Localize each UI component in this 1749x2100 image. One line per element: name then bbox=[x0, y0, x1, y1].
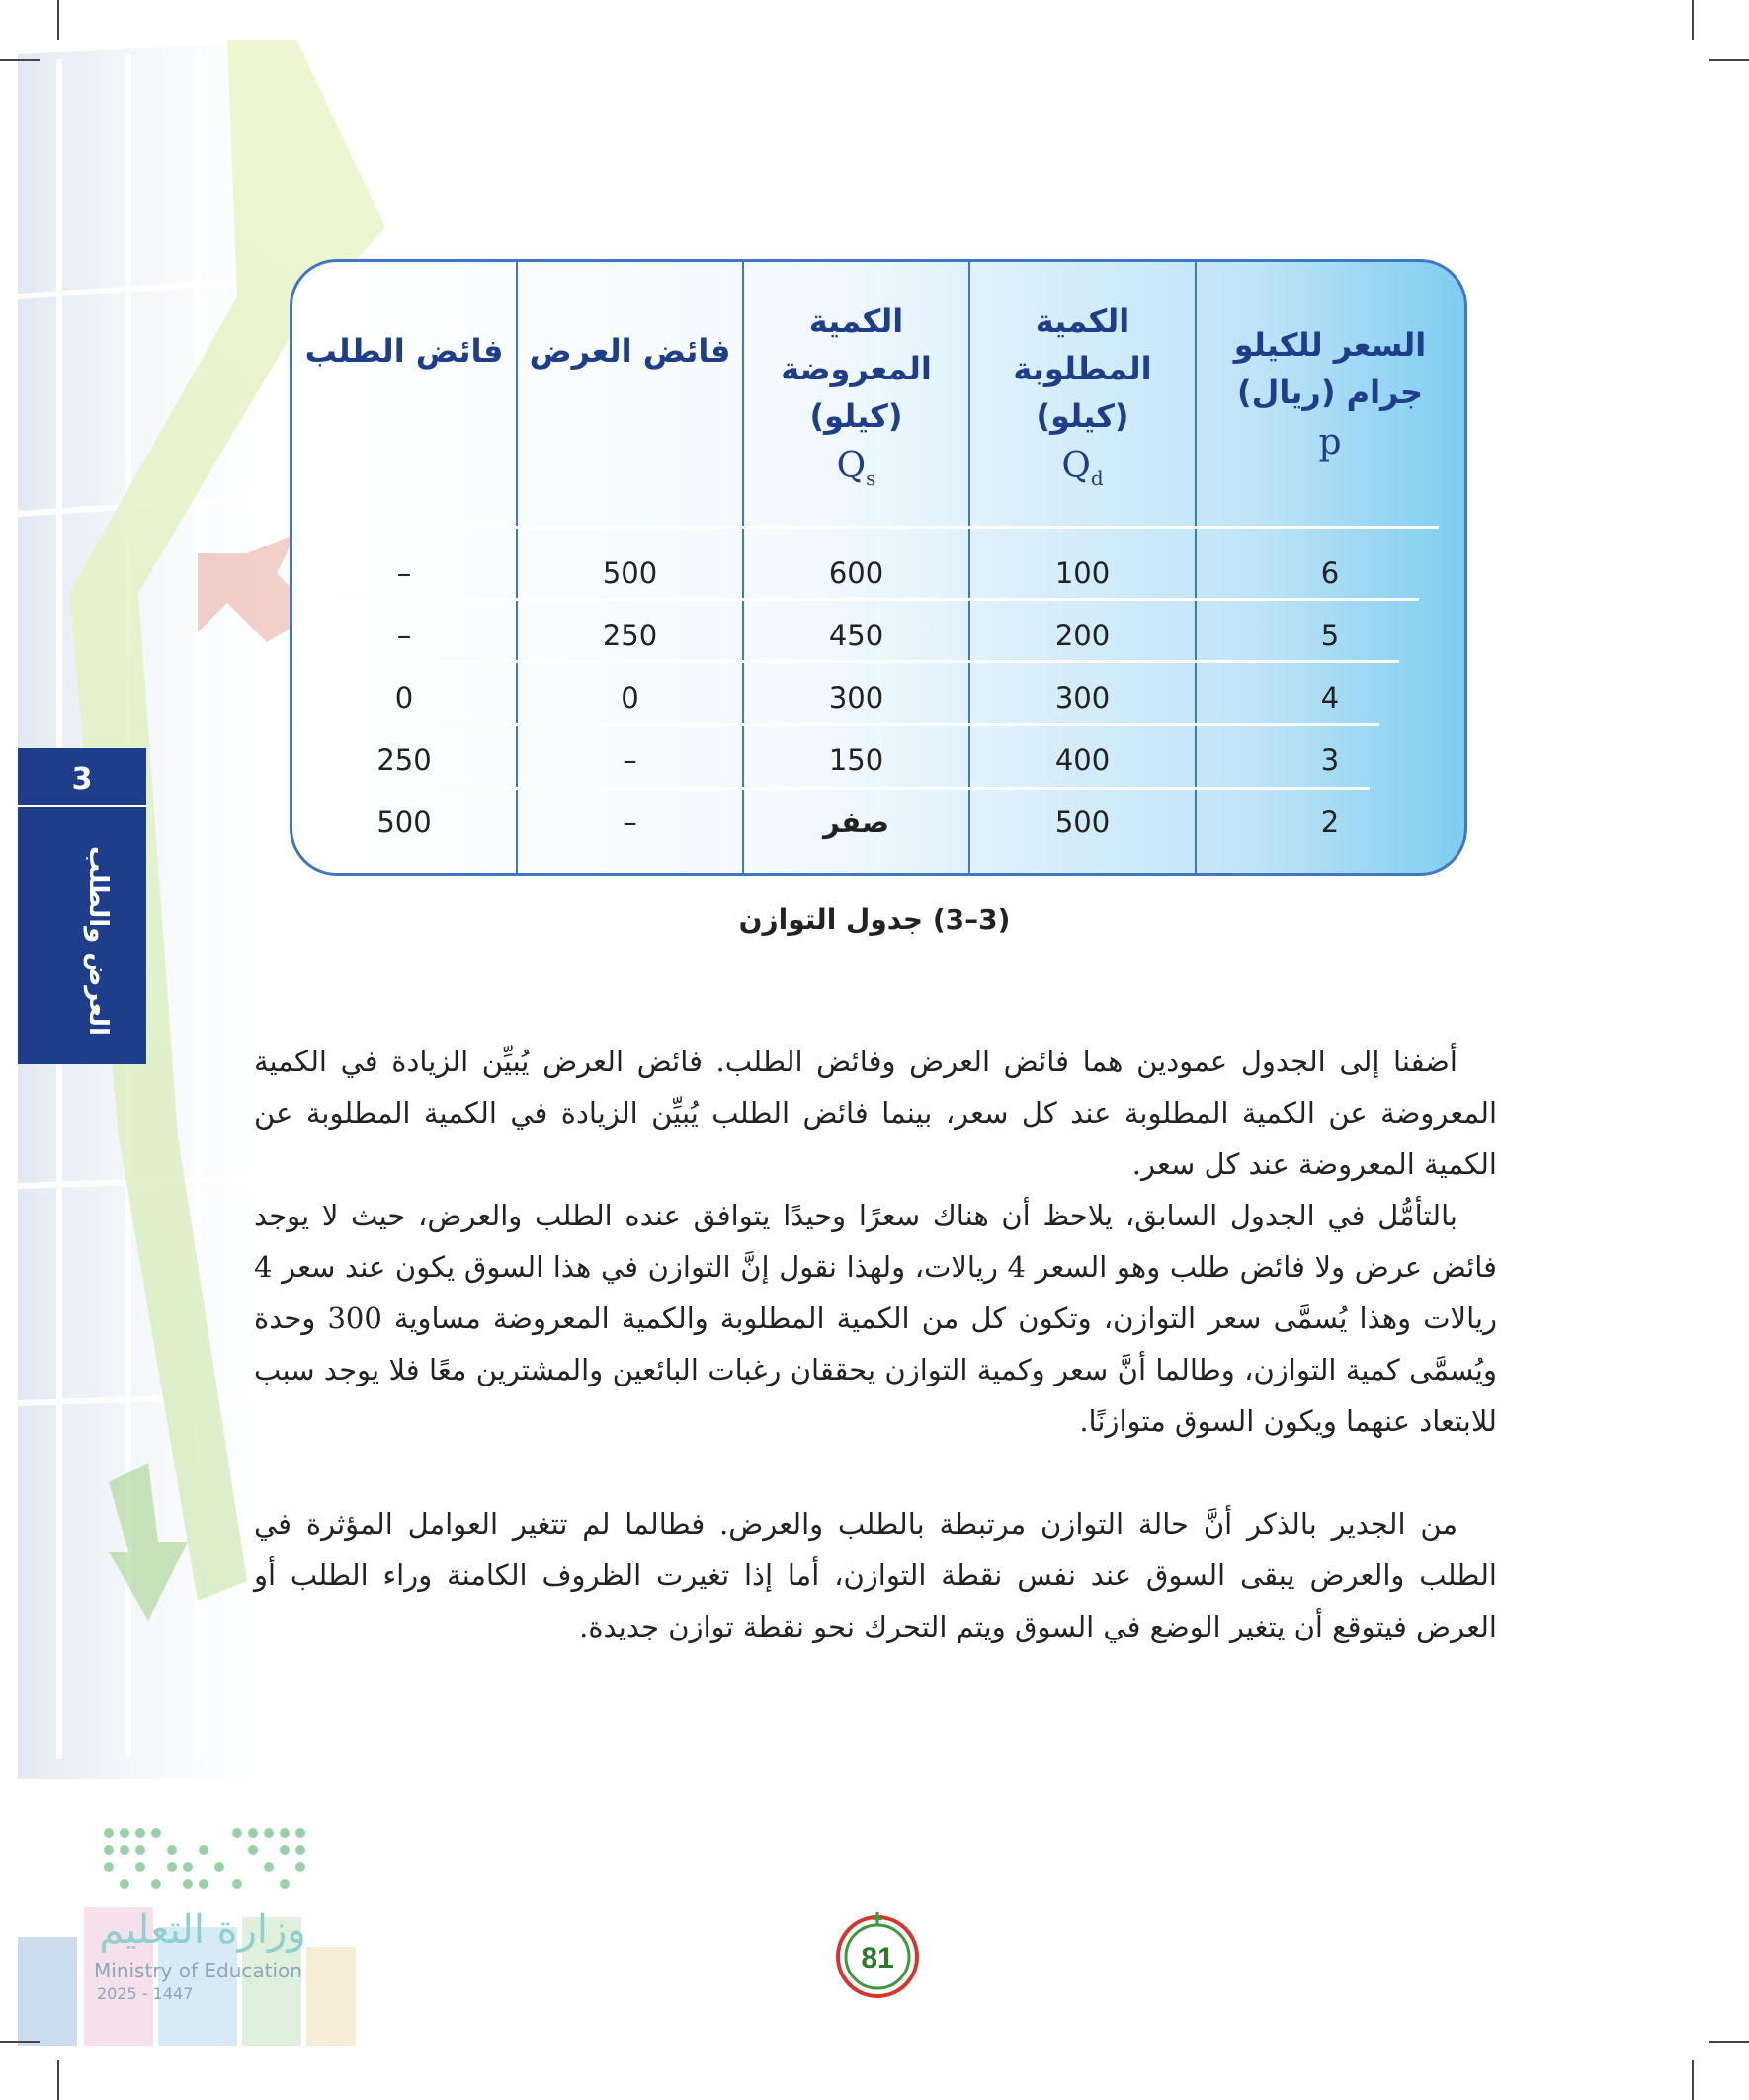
header-demand-surplus-label: فائض الطلب bbox=[304, 332, 504, 370]
header-supply-surplus bbox=[518, 272, 742, 430]
ministry-logo-year: 2025 - 1447 bbox=[97, 1984, 194, 2003]
table-cell: 450 bbox=[828, 619, 884, 652]
header-price-symbol bbox=[1318, 416, 1341, 469]
header-price-line-2: جرام (ريال) bbox=[1237, 374, 1423, 411]
crop-mark bbox=[57, 0, 59, 40]
table-cell: 600 bbox=[828, 556, 884, 590]
chapter-title: العرض والطلب bbox=[83, 846, 113, 1036]
ministry-logo-arabic: وزارة التعليم bbox=[99, 1907, 306, 1953]
header-demand-surplus bbox=[292, 272, 516, 430]
paragraph bbox=[254, 1190, 1497, 1447]
header-qd-line-3: (كيلو) bbox=[1036, 396, 1129, 435]
table-cell: صفر bbox=[823, 805, 889, 839]
table-cell: – bbox=[623, 805, 637, 839]
table-cell: 250 bbox=[602, 619, 658, 652]
header-quantity-supplied bbox=[744, 272, 968, 519]
qd-symbol: Q bbox=[1061, 445, 1091, 486]
header-price-line-1: السعر للكيلو bbox=[1233, 326, 1427, 364]
table-cell: 4 bbox=[1320, 681, 1340, 714]
table-cell: 500 bbox=[1054, 805, 1111, 839]
table-cell: 150 bbox=[828, 743, 884, 777]
header-qs-symbol bbox=[837, 440, 876, 493]
table-cell: 6 bbox=[1320, 556, 1340, 590]
crop-mark bbox=[0, 59, 40, 61]
header-supply-surplus-label: فائض العرض bbox=[529, 332, 731, 370]
table-cell: 400 bbox=[1054, 743, 1111, 777]
table-cell: 250 bbox=[376, 743, 432, 777]
crop-mark bbox=[1692, 2060, 1694, 2100]
chapter-tab-divider bbox=[18, 805, 146, 807]
qs-subscript: s bbox=[866, 466, 876, 491]
table-cell: 5 bbox=[1320, 619, 1340, 652]
table-cell: 500 bbox=[376, 805, 432, 839]
table-cell: 200 bbox=[1054, 619, 1111, 652]
table-cell: 100 bbox=[1054, 556, 1111, 590]
crop-mark bbox=[1692, 0, 1694, 40]
table-cell: 0 bbox=[621, 681, 639, 714]
paragraph bbox=[254, 1036, 1497, 1190]
table-caption: (3–3) جدول التوازن bbox=[738, 903, 1011, 936]
row-divider bbox=[292, 526, 1439, 529]
header-price bbox=[1197, 272, 1463, 519]
price-symbol: p bbox=[1318, 422, 1342, 462]
header-qd-line-2: المطلوبة bbox=[1013, 349, 1152, 387]
table-cell: 3 bbox=[1320, 743, 1340, 777]
paragraph bbox=[254, 1498, 1497, 1652]
table-cell: – bbox=[396, 619, 412, 652]
crop-mark bbox=[1709, 59, 1749, 61]
table-cell: – bbox=[623, 743, 637, 777]
equilibrium-table bbox=[290, 259, 1467, 876]
table-cell: 2 bbox=[1320, 805, 1340, 839]
table-cell: 0 bbox=[394, 681, 414, 714]
chapter-number: 3 bbox=[71, 762, 93, 797]
paragraph-text: من الجدير بالذكر أنَّ حالة التوازن مرتبطة بالطلب والعرض. فطالما لم تتغير العوامل المؤثرة في الطلب والعرض يبقى السوق عند نفس نقطة التوازن، أما إذا تغيرت الظروف الكامنة وراء الطلب أو العرض فيتوقع أن يتغير الوضع في السوق ويتم التحرك نحو نقطة توازن جديدة. bbox=[254, 1507, 1497, 1643]
qd-subscript: d bbox=[1090, 466, 1104, 491]
table-cell: 300 bbox=[1054, 681, 1111, 714]
header-qd-symbol bbox=[1061, 440, 1103, 493]
paragraph-text: بالتأمُّل في الجدول السابق، يلاحظ أن هناك سعرًا وحيدًا يتوافق عنده الطلب والعرض، حيث لا يوجد فائض عرض ولا فائض طلب وهو السعر 4 ريالات، ولهذا نقول إنَّ التوازن في هذا السوق يكون عند سعر 4 ريالات وهذا يُسمَّى سعر التوازن، وتكون كل من الكمية المطلوبة والكمية المعروضة مساوية 300 وحدة ويُسمَّى كمية التوازن، وطالما أنَّ سعر وكمية التوازن يحققان رغبات البائعين والمشترين معًا فلا يوجد سبب للابتعاد عنهما ويكون السوق متوازنًا. bbox=[254, 1199, 1498, 1438]
page-number-badge bbox=[833, 1912, 922, 2001]
header-qs-line-1: الكمية bbox=[808, 301, 904, 340]
header-quantity-demanded bbox=[970, 272, 1195, 519]
crop-mark bbox=[1709, 2041, 1749, 2043]
header-qd-line-1: الكمية bbox=[1035, 301, 1130, 340]
crop-mark bbox=[0, 2041, 40, 2043]
header-qs-line-3: (كيلو) bbox=[809, 396, 903, 435]
ministry-logo-english: Ministry of Education bbox=[94, 1959, 302, 1982]
crop-mark bbox=[57, 2060, 59, 2100]
qs-symbol: Q bbox=[836, 445, 867, 486]
header-qs-line-2: المعروضة bbox=[781, 349, 932, 387]
page-number: 81 bbox=[861, 1942, 894, 1974]
table-cell: 500 bbox=[602, 556, 658, 590]
paragraph-text: أضفنا إلى الجدول عمودين هما فائض العرض وفائض الطلب. فائض العرض يُبيِّن الزيادة في الكمية المعروضة عن الكمية المطلوبة عند كل سعر، بينما فائض الطلب يُبيِّن الزيادة في الكمية المطلوبة عن الكمية المعروضة عند كل سعر. bbox=[254, 1045, 1497, 1181]
table-cell: 300 bbox=[828, 681, 884, 714]
table-cell: – bbox=[396, 556, 412, 590]
